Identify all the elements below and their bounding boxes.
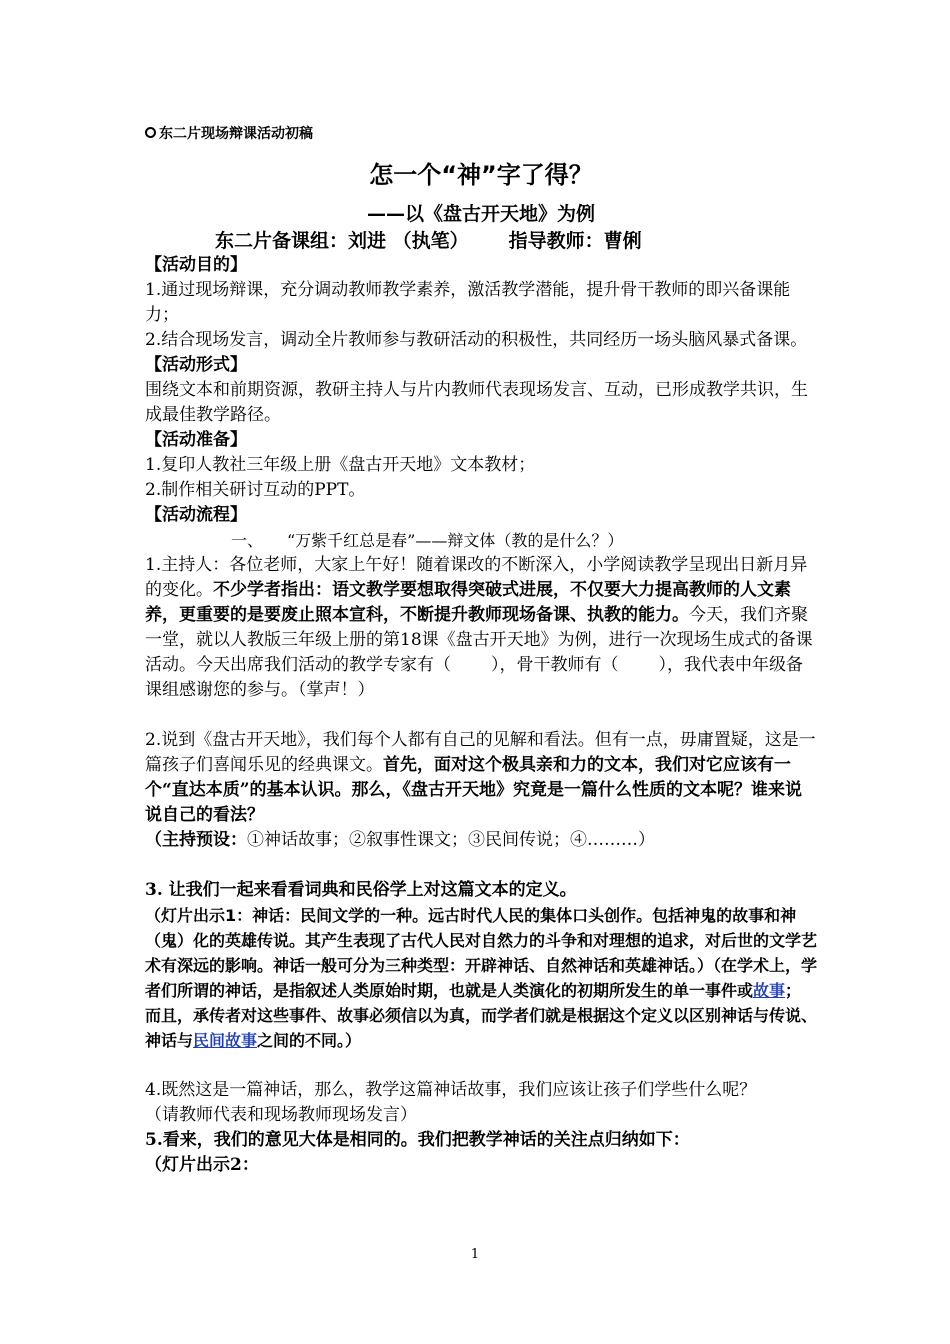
- form-text: 围绕文本和前期资源，教研主持人与片内教师代表现场发言、互动，已形成教学共识，生成最佳教学路径。: [145, 380, 808, 425]
- process-paragraph-2: [145, 728, 817, 828]
- draft-tag: [145, 124, 817, 144]
- host-preset: [145, 828, 817, 853]
- link-folk-story[interactable]: 民间故事: [193, 1031, 258, 1050]
- prep-item-1: 1.复印人教社三年级上册《盘古开天地》文本教材；: [145, 455, 536, 475]
- page-number: 1: [470, 1247, 480, 1262]
- process-sub-heading: 一、 “万紫千红总是春”——辩文体（教的是什么？）: [231, 531, 624, 550]
- prep-item-2: 2.制作相关研讨互动的PPT。: [145, 480, 366, 500]
- process-paragraph-1: [145, 553, 817, 703]
- slide-1-continuation: ；而且，承传者对这些事件、故事必须信以为真，而学者们就是根据这个定义以区别神话与传说、神话与: [145, 981, 818, 1050]
- document-body: [145, 124, 817, 1178]
- draft-tag-text: 东二片现场辩课活动初稿: [159, 126, 313, 142]
- section-heading-prep: 【活动准备】: [145, 430, 247, 450]
- link-story[interactable]: 故事: [753, 981, 786, 1000]
- p2-bold: 首先，面对这个极具亲和力的文本，我们对它应该有一个“直达本质”的基本认识。那么，《盘古开天地》究竟是一篇什么性质的文本呢？谁来说说自己的看法？: [145, 755, 803, 825]
- section-heading-process: 【活动流程】: [145, 505, 247, 525]
- process-paragraph-3: 3. 让我们一起来看看词典和民俗学上对这篇文本的定义。: [145, 880, 577, 900]
- p1-experts: 今天，我们齐聚一堂，就以人教版三年级上册的第18课《盘古开天地》为例，进行一次现场生成式的备课活动。今天出席我们活动的教学专家有（: [145, 605, 813, 675]
- p1-bold: 不少学者指出：语文教学要想取得突破式进展，不仅要大力提高教师的人文素养，更重要的是要废止照本宣科，不断提升教师现场备课、执教的能力。: [145, 580, 791, 625]
- section-heading-purpose: 【活动目的】: [145, 255, 247, 275]
- host-preset-label: （主持预设：: [145, 830, 247, 850]
- byline-group: 东二片备课组：刘进 （执笔）: [215, 230, 469, 252]
- process-paragraph-5: 5.看来，我们的意见大体是相同的。我们把教学神话的关注点归纳如下：: [145, 1130, 690, 1150]
- page-subtitle: ——以《盘古开天地》为例: [366, 203, 595, 225]
- slide-1-content: [145, 903, 817, 1053]
- purpose-item-2: 2.结合现场发言，调动全片教师参与教研活动的积极性，共同经历一场头脑风暴式备课。: [145, 330, 808, 350]
- byline: [145, 229, 817, 253]
- byline-advisor: 指导教师：曹俐: [508, 230, 642, 252]
- slide-1-definition: （灯片出示1：神话：民间文学的一种。远古时代人民的集体口头创作。包括神鬼的故事和神（鬼）化的英雄传说。其产生表现了古代人民对自然力的斗争和对理想的追求，对后世的文学艺术有深远的影响。神话一般可分为三种类型：开辟神话、自然神话和英雄神话。）（在学术上，学者们所谓的神话，是指叙述人类原始时期，也就是人类演化的初期所发生的单一事件或: [145, 906, 818, 1000]
- purpose-item-1: 1.通过现场辩课，充分调动教师教学素养，激活教学潜能，提升骨干教师的即兴备课能力；: [145, 280, 791, 325]
- slide-1-end: 之间的不同。）: [257, 1031, 362, 1050]
- p1-thanks: ），我代表中年级备课组感谢您的参与。（掌声！）: [145, 655, 803, 700]
- page-title: 怎一个“神”字了得？: [369, 161, 593, 189]
- p1-teachers: ），骨干教师有（: [491, 655, 619, 675]
- process-paragraph-4-note: （请教师代表和现场教师现场发言）: [145, 1105, 417, 1125]
- host-preset-options: ①神话故事；②叙事性课文；③民间传说；④………）: [247, 830, 655, 850]
- p1-intro: 1.主持人：各位老师，大家上午好！随着课改的不断深入，小学阅读教学呈现出日新月异的变化。: [145, 555, 808, 600]
- slide-2-label: （灯片出示2：: [145, 1155, 259, 1175]
- circle-bullet-icon: [145, 127, 156, 138]
- process-paragraph-4: 4.既然这是一篇神话，那么，教学这篇神话故事，我们应该让孩子们学些什么呢？: [145, 1080, 757, 1100]
- section-heading-form: 【活动形式】: [145, 355, 247, 375]
- p2-intro: 2.说到《盘古开天地》，我们每个人都有自己的见解和看法。但有一点，毋庸置疑，这是一篇孩子们喜闻乐见的经典课文。: [145, 730, 816, 775]
